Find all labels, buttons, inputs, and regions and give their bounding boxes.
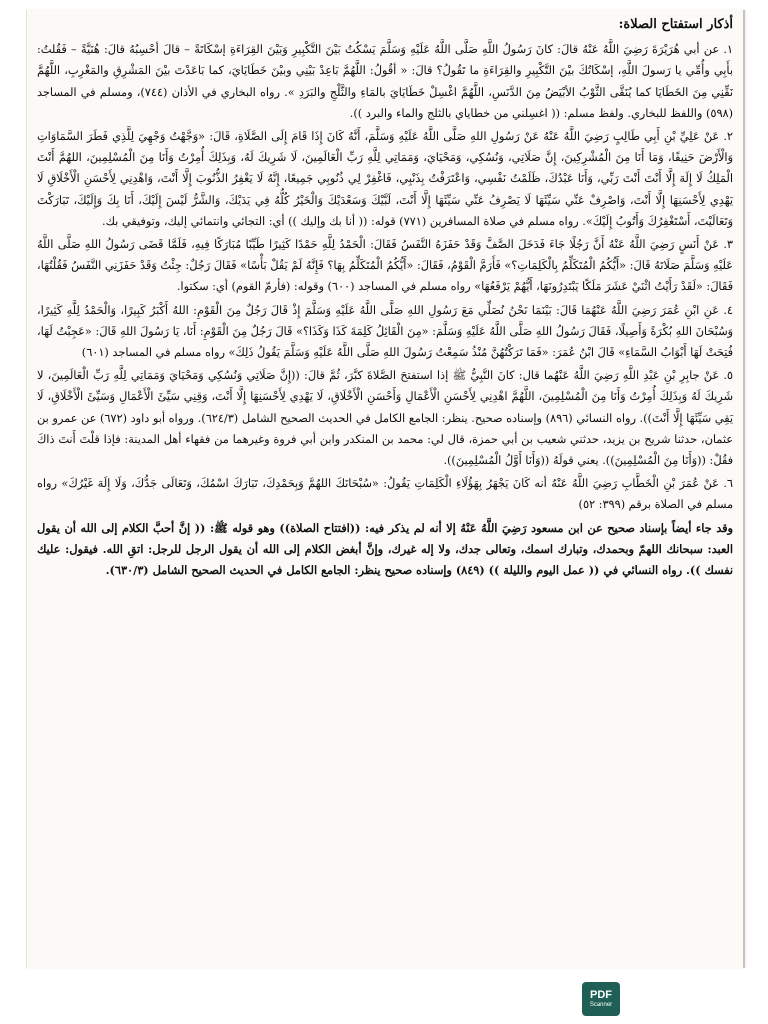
hadith-paragraph-6: ٦. عَنْ عُمَرَ بْنِ الْخَطَّابِ رَضِيَ اللَّهُ عَنْهُ أنه كَانَ يَجْهَرُ بِهَؤُلَاءِ الْكَلِمَاتِ يَقُولُ: «سُبْحَانَكَ اللهُمَّ وَبِحَمْدِكَ، تَبَارَكَ اسْمُكَ، وَتَعَالَى جَدُّكَ، وَلَا إِلَهَ غَيْرُكَ» رواه مسلم في الصلاة برقم (٣٩٩: ٥٢) (37, 477, 733, 512)
scanned-page (26, 10, 745, 968)
hadith-paragraph-2: ٢. عَنْ عَلِيِّ بْنِ أَبِي طَالِبٍ رَضِيَ اللَّهُ عَنْهُ عَنْ رَسُولِ اللهِ صَلَّى اللَّهُ عَلَيْهِ وَسَلَّمَ، أَنَّهُ كَانَ إِذَا قَامَ إِلَى الصَّلَاةِ، قَالَ: «وَجَّهْتُ وَجْهِيَ لِلَّذِي فَطَرَ السَّمَاوَاتِ وَالْأَرْضَ حَنِيفًا، وَمَا أَنَا مِنَ الْمُشْرِكِينَ، إِنَّ صَلَاتِي، وَنُسُكِي، وَمَحْيَايَ، وَمَمَاتِي لِلَّهِ رَبِّ الْعَالَمِينَ، لَا شَرِيكَ لَهُ، وَبِذَلِكَ أُمِرْتُ وَأَنَا مِنَ الْمُسْلِمِينَ، اللهُمَّ أَنْتَ الْمَلِكُ لَا إِلَهَ إِلَّا أَنْتَ أَنْتَ رَبِّي، وَأَنَا عَبْدُكَ، ظَلَمْتُ نَفْسِي، وَاعْتَرَفْتُ بِذَنْبِي، فَاغْفِرْ لِي ذُنُوبِي جَمِيعًا، إِنَّهُ لَا يَغْفِرُ الذُّنُوبَ إِلَّا أَنْتَ، وَاهْدِنِي لِأَحْسَنِ الْأَخْلَاقِ لَا يَهْدِي لِأَحْسَنِهَا إِلَّا أَنْتَ، وَاصْرِفْ عَنِّي سَيِّئَهَا لَا يَصْرِفُ عَنِّي سَيِّئَهَا إِلَّا أَنْتَ، لَبَّيْكَ وَسَعْدَيْكَ وَالْخَيْرُ كُلُّهُ فِي يَدَيْكَ، وَالشَّرُّ لَيْسَ إِلَيْكَ، أَنَا بِكَ وَإِلَيْكَ، تَبَارَكْتَ وَتَعَالَيْتَ، أَسْتَغْفِرُكَ وَأَتُوبُ إِلَيْكَ». رواه مسلم في صلاة المسافرين (٧٧١) قوله: (( أنا بك وإليك )) أي: التجائي وانتمائي إليك، وتوفيقي بك. (37, 130, 733, 228)
pdf-scanner-badge[interactable] (582, 982, 620, 1016)
pdf-scanner-sublabel: Scanner (589, 1002, 613, 1008)
section-heading: أذكار استفتاح الصلاة: (618, 17, 733, 32)
hadith-paragraph-5: ٥. عَنْ جابِرِ بْنِ عَبْدِ اللَّهِ رَضِيَ اللَّهُ عَنْهُما قال: كانَ النَّبِيُّ ﷺ إذا استفتحَ الصَّلاةَ كبَّرَ، ثُمَّ قالَ: ((إِنَّ صَلَاتِي وَنُسُكِي وَمَحْيَايَ وَمَمَاتِي لِلَّهِ رَبِّ الْعَالَمِينَ، لا شَرِيكَ لَهُ وَبِذَلِكَ أُمِرْتُ وَأَنَا مِنَ الْمُسْلِمِينَ، اللَّهُمَّ اهْدِنِي لِأَحْسَنِ الْأَعْمَالِ وَأَحْسَنِ الْأَخْلَاقِ، لَا يَهْدِي لِأَحْسَنِهَا إِلَّا أَنْتَ، وَقِنِي سَيِّئَ الْأَعْمَالِ وَسَيِّئَ الْأَخْلَاقِ، لَا يَقِي سَيِّئَهَا إِلَّا أَنْتَ)). رواه النسائي (٨٩٦) وإسناده صحيح. ينظر: الجامع الكامل في الحديث الصحيح الشامل (٦٢٤/٣). ورواه أبو داود (٦٧٢) عن عمرو بن عثمان، حدثنا شريح بن يزيد، حدثني شعيب بن أبي حمزة، قال لي: محمد بن المنكدر وابن أبي فروة وغيرهما من فقهاء أهل المدينة: فإذا قلْتَ أَنتَ ذاكَ فقُلْ: ((وَأَنَا مِنَ الْمُسْلِمِينَ)). يعني قولَهُ ((وَأَنَا أَوَّلُ الْمُسْلِمِينَ)). (37, 369, 734, 468)
hadith-paragraph-4: ٤. عَنِ ابْنِ عُمَرَ رَضِيَ اللَّهُ عَنْهُمَا قَالَ: بَيْنَمَا نَحْنُ نُصَلِّي مَعَ رَسُولِ اللهِ صَلَّى اللَّهُ عَلَيْهِ وَسَلَّمَ إِذْ قَالَ رَجُلٌ مِنَ الْقَوْمِ: اللهُ أَكْبَرُ كَبِيرًا، وَالْحَمْدُ لِلَّهِ كَثِيرًا، وَسُبْحَانَ اللهِ بُكْرَةً وَأَصِيلًا، فَقَالَ رَسُولُ اللهِ صَلَّى اللَّهُ عَلَيْهِ وَسَلَّمَ: «مِنَ الْقَائِلُ كَلِمَةَ كَذَا وَكَذَا؟» قَالَ رَجُلٌ مِنَ الْقَوْمِ: أَنَا، يَا رَسُولَ اللهِ قَالَ: «عَجِبْتُ لَهَا، فُتِحَتْ لَهَا أَبْوَابُ السَّمَاءِ» قَالَ ابْنُ عُمَرَ: «فَمَا تَرَكْتُهُنَّ مُنْذُ سَمِعْتُ رَسُولَ اللهِ صَلَّى اللَّهُ عَلَيْهِ وَسَلَّمَ يَقُولُ ذَلِكَ» رواه مسلم في المساجد (٦٠١) (37, 303, 733, 360)
pdf-scanner-label: PDF (590, 989, 612, 1001)
document-body (37, 14, 733, 583)
hadith-paragraph-3: ٣. عَنْ أَنَسٍ رَضِيَ اللَّهُ عَنْهُ أَنَّ رَجُلًا جَاءَ فَدَخَلَ الصَّفَّ وَقَدْ حَفَزَهُ النَّفَسُ فَقَالَ: الْحَمْدُ لِلَّهِ حَمْدًا كَثِيرًا طَيِّبًا مُبَارَكًا فِيهِ، فَلَمَّا قَضَى رَسُولُ اللهِ صَلَّى اللَّهُ عَلَيْهِ وَسَلَّمَ صَلَاتَهُ قَالَ: «أَيُّكُمُ الْمُتَكَلِّمُ بِالْكَلِمَاتِ؟» فَأَرَمَّ الْقَوْمُ، فَقَالَ: «أَيُّكُمُ الْمُتَكَلِّمُ بِهَا؟ فَإِنَّهُ لَمْ يَقُلْ بَأْسًا» فَقَالَ رَجُلٌ: جِئْتُ وَقَدْ حَفَزَنِي النَّفَسُ فَقُلْتُهَا، فَقَالَ: «لَقَدْ رَأَيْتُ اثْنَيْ عَشَرَ مَلَكًا يَبْتَدِرُونَهَا، أَيُّهُمْ يَرْفَعُهَا» رواه مسلم في المساجد (٦٠٠) وقوله: (فأرمّ القوم) أي: سكتوا. (37, 238, 733, 294)
hadith-paragraph-7: وقد جاء أيضاً بإسناد صحيح عن ابن مسعود رَضِيَ اللَّهُ عَنْهُ إلا أنه لم يذكر فيه: ((افتتاح الصلاة)) وهو قوله ﷺ: (( إنَّ أحبَّ الكلام إلى الله أن يقول العبد: سبحانك اللهمّ وبحمدك، وتبارك اسمك، وتعالى جدك، ولا إله غيرك، وإنَّ أبغض الكلام إلى الله أن يقول الرجل للرجل: اتقِ الله. فيقول: عليك نفسك )). رواه النسائي في (( عمل اليوم والليلة )) (٨٤٩) وإسناده صحيح ينظر: الجامع الكامل في الحديث الصحيح الشامل (٦٣٠/٣). (37, 520, 733, 578)
hadith-paragraph-1: ١. عن أبي هُرَيْرَةَ رَضِيَ اللَّهُ عَنْهُ قالَ: كانَ رَسُولُ اللَّهِ صَلَّى اللَّهُ عَلَيْهِ وَسَلَّمَ يَسْكُتُ بَيْنَ التَّكْبِيرِ وَبَيْنَ القِرَاءَةِ إسْكَاتَةً – قالَ أحْسِبُهُ قالَ: هُنَيَّةً – فَقُلتُ: بأَبِي وأُمِّي يا رَسولَ اللَّهِ، إسْكَاتُكَ بيْنَ التَّكْبِيرِ والقِرَاءَةِ ما تَقُولُ؟ قالَ: « أقُولُ: اللَّهُمَّ بَاعِدْ بَيْنِي وبيْنَ خَطَايَايَ، كما بَاعَدْتَ بيْنَ المَشْرِقِ والمَغْرِبِ، اللَّهُمَّ نَقِّنِي مِنَ الخَطَايَا كما يُنَقَّى الثَّوْبُ الأبْيَضُ مِنَ الدَّنَسِ، اللَّهُمَّ اغْسِلْ خَطَايَايَ بالمَاءِ والثَّلْجِ والبَرَدِ ». رواه البخاري في الأذان (٧٤٤)، ومسلم في المساجد (٥٩٨) واللفظ للبخاري. ولفظ مسلم: (( اغسِلني من خطاياي بالثلج والماء والبرد )). (37, 43, 733, 120)
